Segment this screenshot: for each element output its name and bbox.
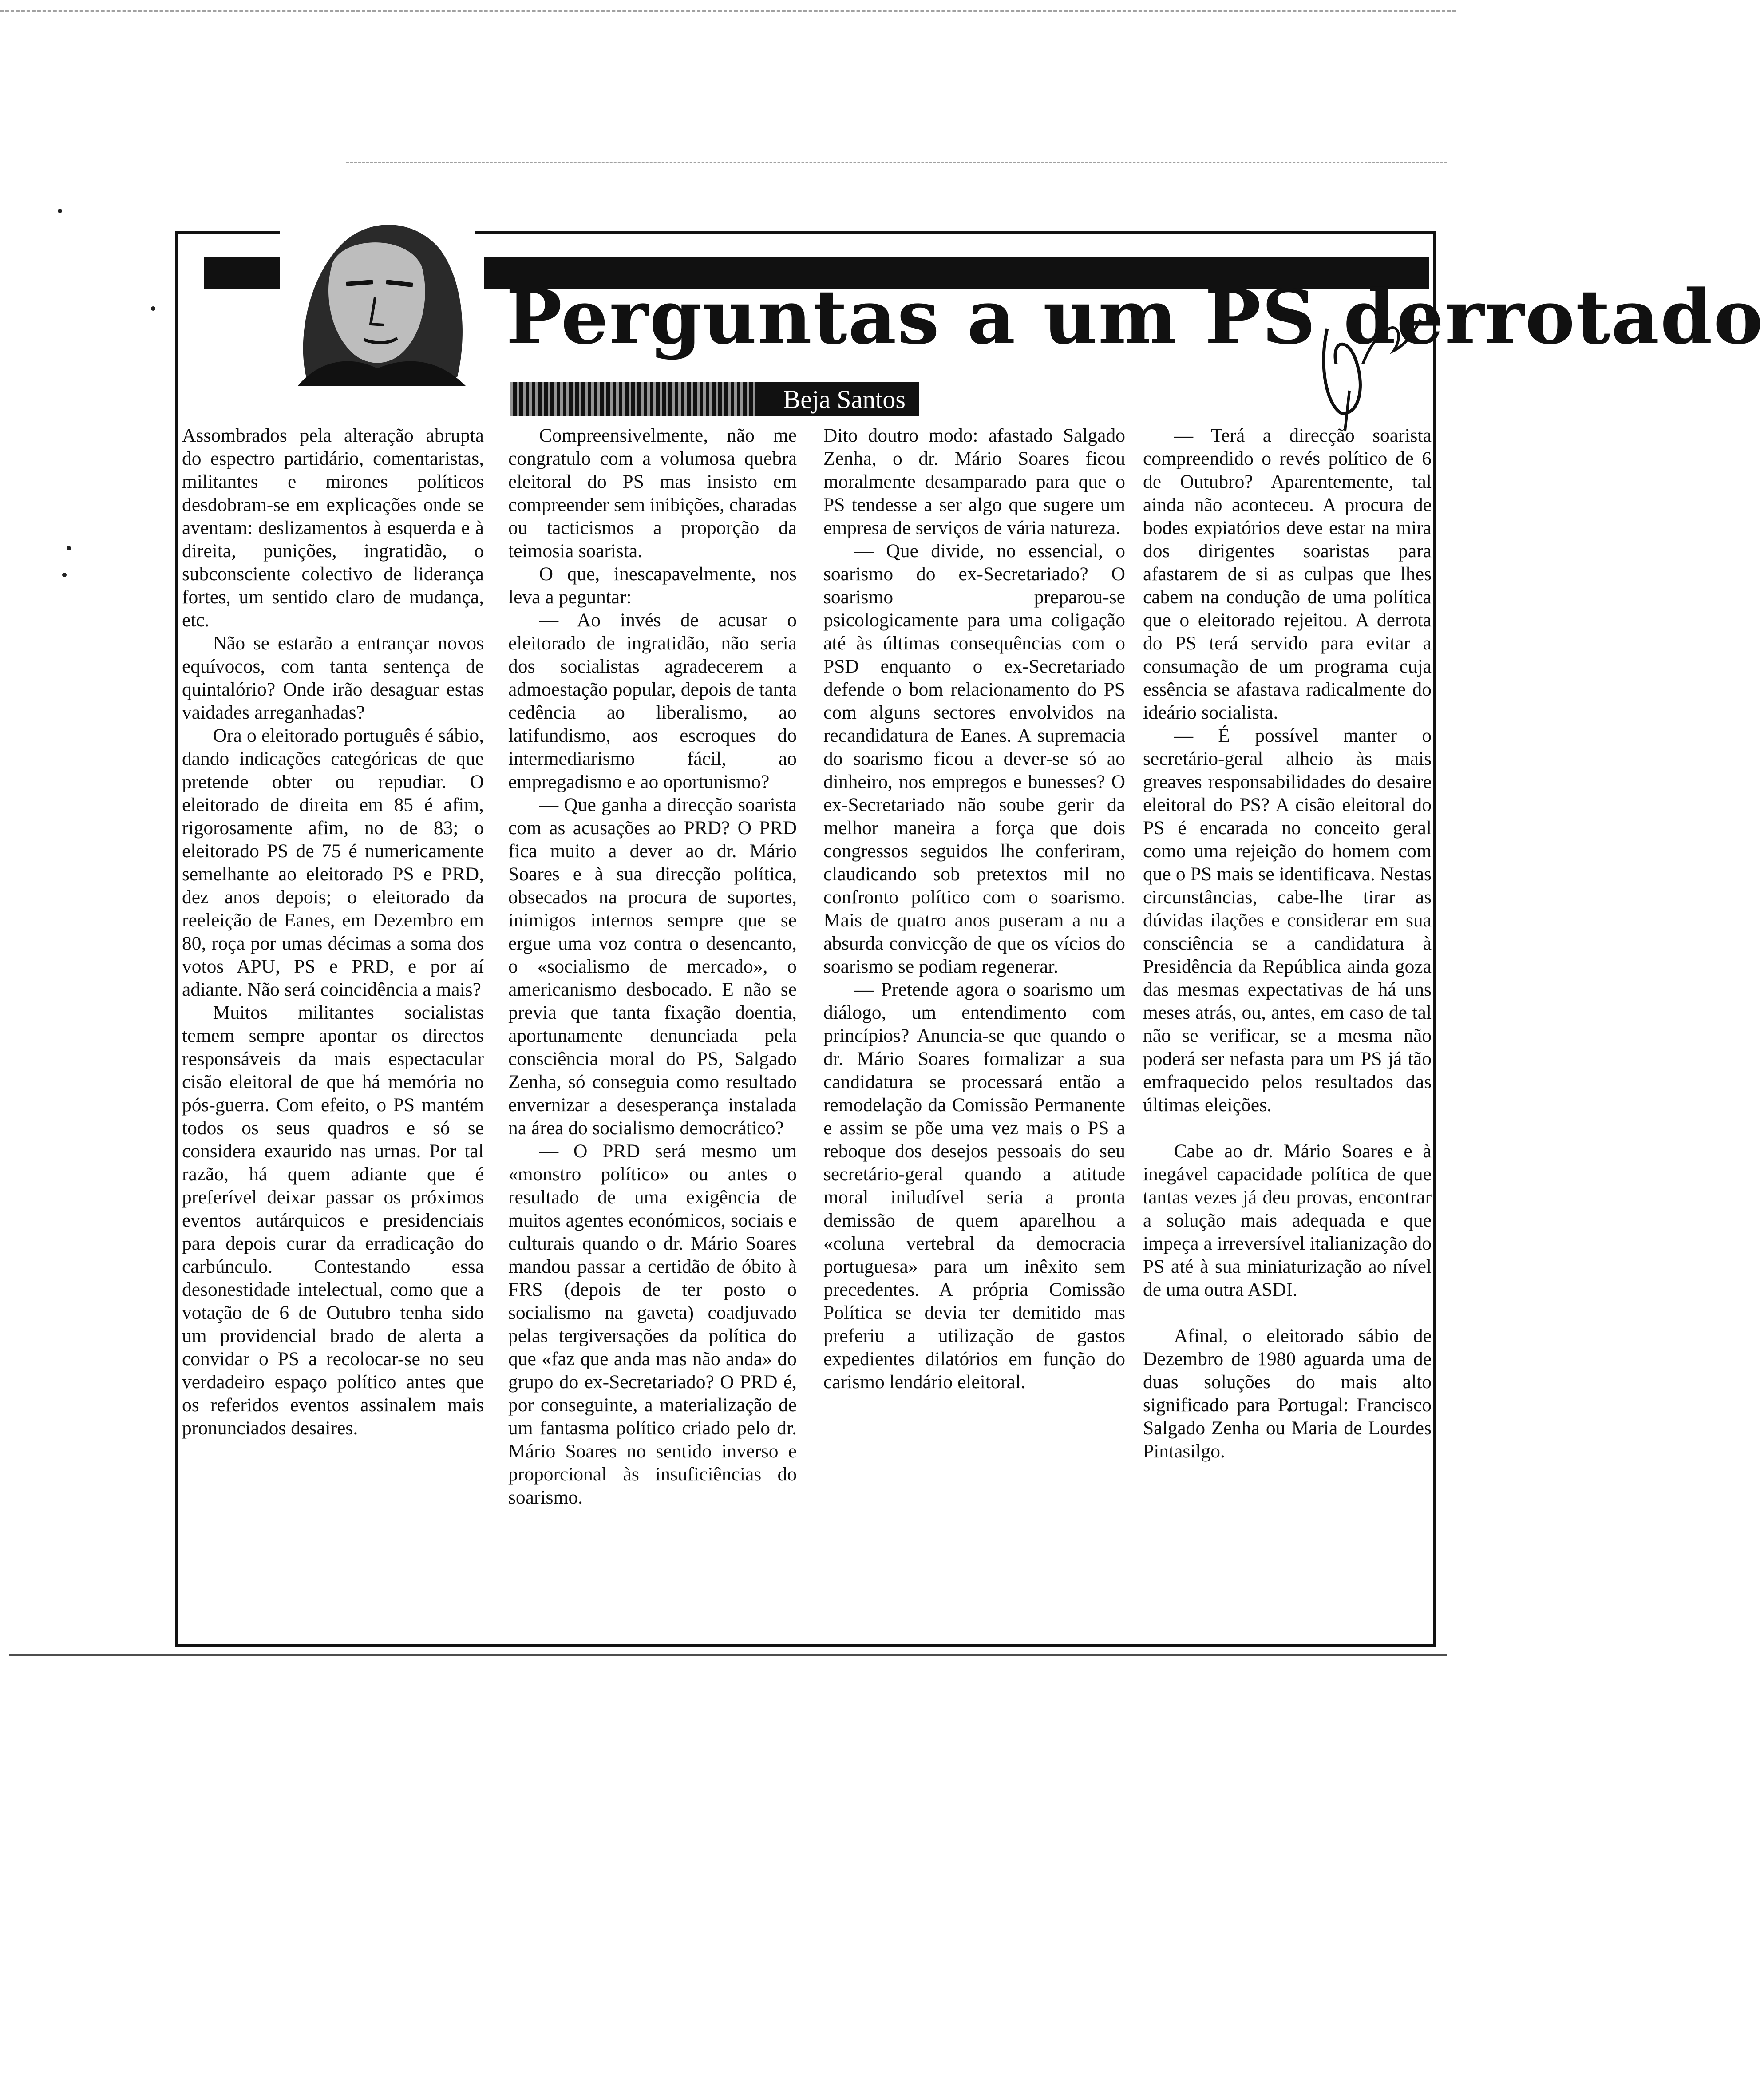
- byline-bar: [510, 382, 919, 416]
- scan-speck: [62, 573, 67, 577]
- paragraph: Compreensivelmente, não me congratulo com a volumosa quebra eleitoral do PS mas insisto em compreender sem inibições, charadas ou tacticismos a proporção da teimosia soarista.: [508, 425, 797, 562]
- paragraph: Afinal, o eleitorado sábio de Dezembro de 1980 aguarda uma de duas soluções do mais alto significado para Portugal: Francisco Salgado Zenha ou Maria de Lourdes Pintasilgo.: [1143, 1325, 1432, 1462]
- paragraph: Muitos militantes socialistas temem sempre apontar os directos responsáveis da mais espectacular cisão eleitoral de que há memória no pós-guerra. Com efeito, o PS mantém todos os seus quadros e só se considera exaurido nas urnas. Por tal razão, há quem adiante que é preferível deixar passar os próximos eventos autárquicos e presidenciais para depois curar da erradicação do carbúnculo. Contestando essa desonestidade intelectual, como que a votação de 6 de Outubro tenha sido um providencial brado de alerta a convidar o PS a recolocar-se no seu verdadeiro espaço político antes que os referidos eventos assinalem mais pronunciados desaires.: [182, 1002, 484, 1439]
- article-column-3: [823, 424, 1125, 1393]
- byline-halftone: [510, 382, 759, 416]
- paragraph: — É possível manter o secretário-geral alheio às mais greaves responsabilidades do desaire eleitoral do PS? A cisão eleitoral do PS é encarada no conceito geral como uma rejeição do homem com que o PS mais se identificava. Nestas circunstâncias, cabe-lhe tirar as dúvidas ilações e considerar em sua consciência se a candidatura à Presidência da República ainda goza das mesmas expectativas de há uns meses atrás, ou, antes, em caso de tal não se verificar, se a mesma não poderá ser nefasta para um PS já tão emfraquecido pelos resultados das últimas eleições.: [1143, 725, 1432, 1116]
- paragraph: — Que divide, no essencial, o soarismo do ex-Secretariado? O soarismo preparou-se psicologicamente para uma coligação até às últimas consequências com o PSD enquanto o ex-Secretariado defende o bom relacionamento do PS com alguns sectores envolvidos na recandidatura de Eanes. A supremacia do soarismo ficou a dever-se só ao dinheiro, nos empregos e bunesses? O ex-Secretariado não soube gerir da melhor maneira a força que dois congressos seguidos lhe conferiram, claudicando sob pretextos mil no confronto político com o soarismo. Mais de quatro anos puseram a nu a absurda convicção de que os vícios do soarismo se podiam regenerar.: [823, 540, 1125, 977]
- scan-noise-line: [346, 162, 1447, 163]
- paragraph: O que, inescapavelmente, nos leva a peguntar:: [508, 563, 797, 608]
- scan-bottom-rule: [9, 1654, 1447, 1656]
- paragraph: — Ao invés de acusar o eleitorado de ingratidão, não seria dos socialistas agradecerem a admoestação popular, depois de tanta cedência ao liberalismo, ao latifundismo, aos escroques do intermediarismo fácil, ao empregadismo e ao oportunismo?: [508, 610, 797, 792]
- author-portrait: [280, 209, 475, 386]
- headline: Perguntas a um PS derrotado: [506, 273, 1764, 361]
- handwritten-signature: [1314, 302, 1425, 435]
- article-column-1: [182, 424, 484, 1440]
- paragraph: Cabe ao dr. Mário Soares e à inegável capacidade política de que tantas vezes já deu provas, encontrar a solução mais adequada e que impeça a irreversível italianização do PS até à sua miniaturização ao nível de uma outra ASDI.: [1143, 1140, 1432, 1300]
- paragraph: — Terá a direcção soarista compreendido o revés político de 6 de Outubro? Aparentemente, tal ainda não aconteceu. A procura de bodes expiatórios deve estar na mira dos dirigentes soaristas para afastarem de si as culpas que lhes cabem na condução de uma política que o eleitorado rejeitou. A derrota do PS terá servido para evitar a consumação de um programa cuja essência se afastava radicalmente do ideário socialista.: [1143, 425, 1432, 723]
- scan-speck: [151, 306, 155, 311]
- paragraph: Ora o eleitorado português é sábio, dando indicações categóricas de que pretende obter ou repudiar. O eleitorado de direita em 85 é afim, rigorosamente afim, no de 83; o eleitorado PS de 75 é numericamente semelhante ao eleitorado PS e PRD, dez anos depois; o eleitorado da reeleição de Eanes, em Dezembro em 80, roça por umas décimas a soma dos votos APU, PS e PRD, e por aí adiante. Não será coincidência a mais?: [182, 725, 484, 1000]
- paragraph: — Pretende agora o soarismo um diálogo, um entendimento com princípios? Anuncia-se que quando o dr. Mário Soares formalizar a sua candidatura se processará então a remodelação da Comissão Permanente e assim se põe uma vez mais o PS a reboque dos desejos pessoais do seu secretário-geral quando a atitude moral iniludível seria a pronta demissão de quem aparelhou a «coluna vertebral da democracia portuguesa» para um inêxito sem precedentes. A própria Comissão Política se devia ter demitido mas preferiu a utilização de gastos expedientes dilatórios em função do carismo lendário eleitoral.: [823, 979, 1125, 1393]
- scan-speck: [67, 546, 71, 550]
- article-column-4: [1143, 424, 1432, 1463]
- paragraph: Dito doutro modo: afastado Salgado Zenha, o dr. Mário Soares ficou moralmente desamparado para que o PS tendesse a ser algo que sugere um empresa de serviços de vária natureza.: [823, 425, 1125, 538]
- paragraph: — O PRD será mesmo um «monstro político» ou antes o resultado de uma exigência de muitos agentes económicos, sociais e culturais quando o dr. Mário Soares mandou passar a certidão de óbito à FRS (depois de ter posto o socialismo na gaveta) coadjuvado pelas tergiversações da política do que «faz que anda mas não anda» do grupo do ex-Secretariado? O PRD é, por conseguinte, a materialização de um fantasma político criado pelo dr. Mário Soares no sentido inverso e proporcional às insuficiências do soarismo.: [508, 1140, 797, 1508]
- scan-top-rule: [0, 10, 1456, 12]
- article-column-2: [508, 424, 797, 1509]
- paragraph: Assombrados pela alteração abrupta do espectro partidário, comentaristas, militantes e mirones políticos desdobram-se em explicações onde se aventam: deslizamentos à esquerda e à direita, punições, ingratidão, o subconsciente colectivo de liderança fortes, um sentido claro de mudança, etc.: [182, 425, 484, 631]
- paragraph: — Que ganha a direcção soarista com as acusações ao PRD? O PRD fica muito a dever ao dr. Mário Soares e à sua direcção política, obsecados na procura de suportes, inimigos internos sempre que se ergue uma voz contra o desencanto, o «socialismo de mercado», o americanismo desbocado. E não se previa que tanta fixação doentia, aportunamente denunciada pela consciência moral do PS, Salgado Zenha, só conseguia como resultado envernizar a desesperança instalada na área do socialismo democrático?: [508, 794, 797, 1139]
- byline: Beja Santos: [783, 385, 906, 414]
- header-bar-left: [204, 257, 280, 289]
- scan-speck: [58, 209, 62, 213]
- paragraph: Não se estarão a entrançar novos equívocos, com tanta sentença de quintalório? Onde irão desaguar estas vaidades arreganhadas?: [182, 633, 484, 723]
